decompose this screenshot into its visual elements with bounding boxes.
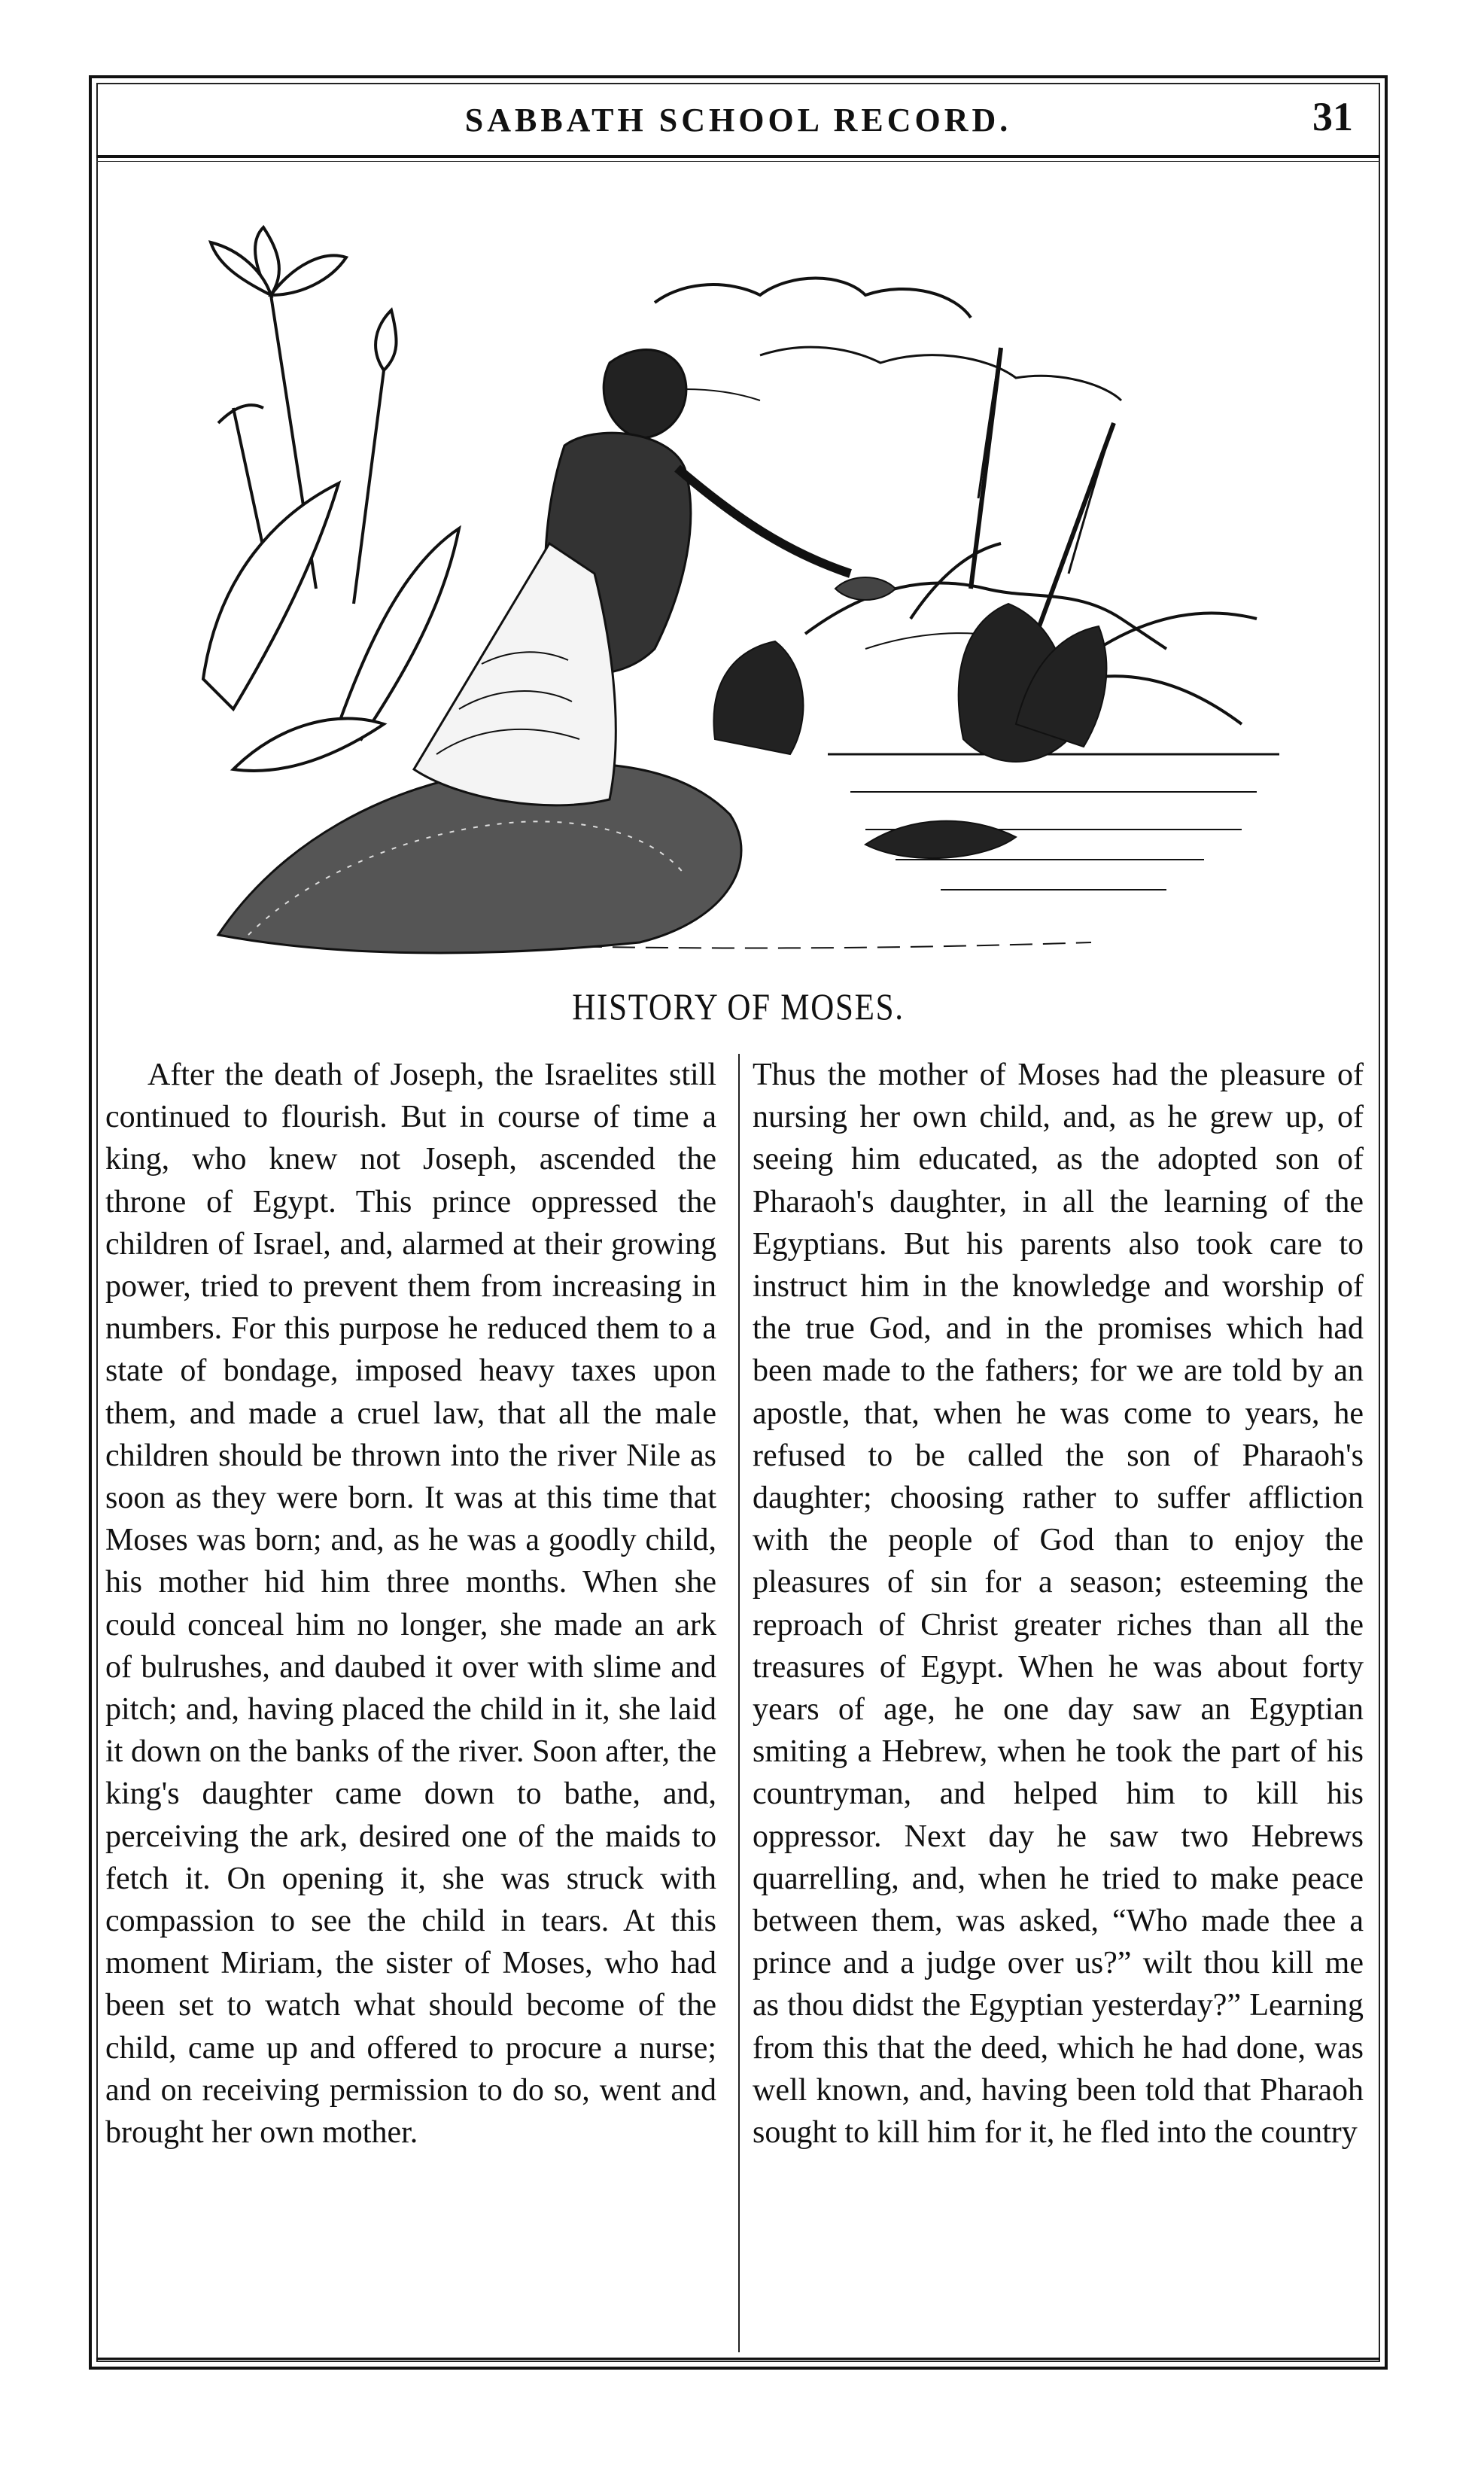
article-title: HISTORY OF MOSES. xyxy=(572,985,905,1027)
article-paragraph: Thus the mother of Moses had the pleasure of nursing her own child, and, as he grew up, of seeing him educated, as the adopted son of Pharaoh's daughter, in all the learning of the Egyptians. But his parents also took care to instruct him in the knowledge and worship of the true God, and in the promises which had been made to the fathers; for we are told by an apostle, that, when he was come to years, he refused to be called the son of Pharaoh's daughter; choosing rather to suffer affliction with the people of God than to enjoy the pleasures of sin for a season; esteeming the reproach of Christ greater riches than all the treasures of Egypt. When he was about forty years of age, he one day saw an Egyptian smiting a Hebrew, when he took the part of his countryman, and helped him to kill his oppressor. Next day he saw two Hebrews quarrelling, and, when he tried to make peace between them, was asked, “Who made thee a prince and a judge over us?” wilt thou kill me as thou didst the Egyptian yesterday?” Learning from this that the deed, which he had done, was well known, and, having been told that Pharaoh sought to kill him for it, he fled into the country xyxy=(753,1058,1364,2151)
footer-rule xyxy=(96,2358,1380,2360)
page-header xyxy=(96,84,1380,154)
column-divider xyxy=(738,1054,740,2352)
page-number: 31 xyxy=(1312,94,1353,139)
article-paragraph: After the death of Joseph, the Israelites still continued to flourish. But in course of time a king, who knew not Joseph, ascended the throne of Egypt. This prince oppressed the children of Israel, and, alarmed at their growing power, tried to prevent them from increasing in numbers. For this purpose he reduced them to a state of bondage, imposed heavy taxes upon them, and made a cruel law, that all the male children should be thrown into the river Nile as soon as they were born. It was at this time that Moses was born; and, as he was a goodly child, his mother hid him three months. When she could conceal him no longer, she made an ark of bulrushes, and daubed it over with slime and pitch; and, having placed the child in it, she laid it down on the banks of the river. Soon after, the king's daughter came down to bathe, and, perceiving the ark, desired one of the maids to fetch it. On opening it, she was struck with compassion to see the child in tears. At this moment Miriam, the sister of Moses, who had been set to watch what should become of the child, came up and offered to procure a nurse; and on receiving permission to do so, went and brought her own mother. xyxy=(105,1058,716,2151)
header-rule xyxy=(96,155,1380,158)
pharaoh-daughter-finding-moses-icon xyxy=(188,197,1317,965)
article-column-left xyxy=(105,1054,716,2352)
article-column-right xyxy=(753,1054,1364,2352)
header-rule-thin xyxy=(96,161,1380,162)
running-title: SABBATH SCHOOL RECORD. xyxy=(464,102,1012,139)
